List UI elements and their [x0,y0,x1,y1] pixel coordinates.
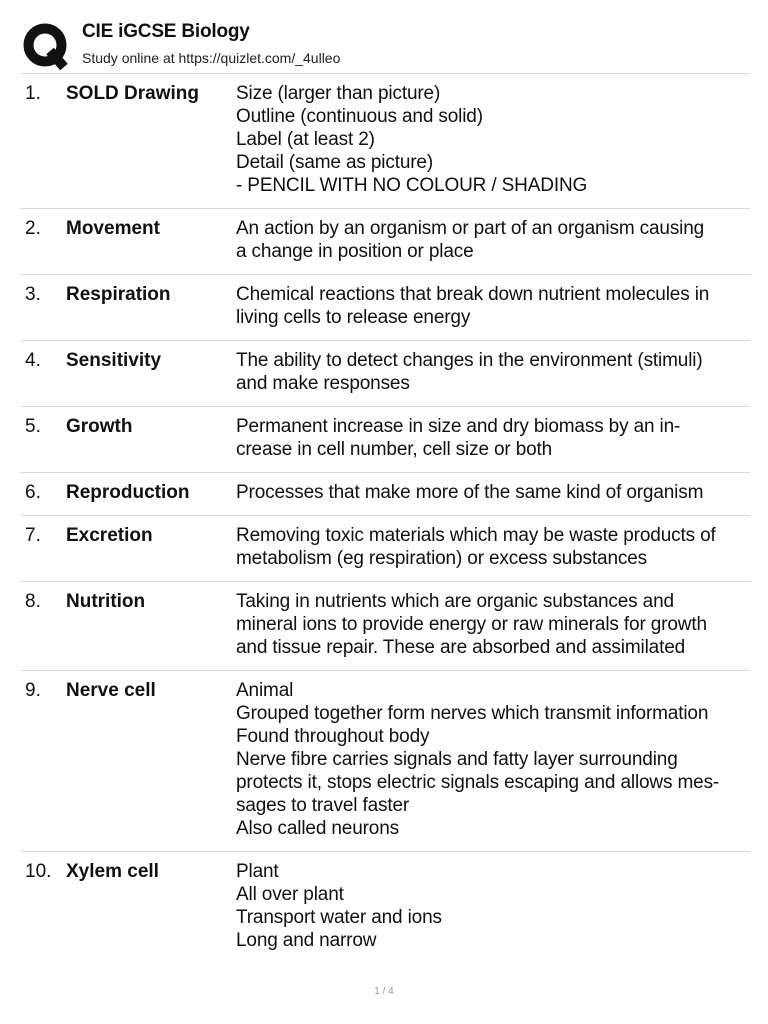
card-number: 9. [25,680,41,701]
card-number: 5. [25,416,41,437]
definition-line: Taking in nutrients which are organic substances and [236,591,674,612]
card-term: Excretion [66,525,153,546]
definition-line: Found throughout body [236,726,430,747]
definition-line: a change in position or place [236,241,474,262]
definition-line: Nerve fibre carries signals and fatty layer surrounding [236,749,678,770]
card-row [20,341,750,407]
study-online-link[interactable]: Study online at https://quizlet.com/_4ulleo [82,50,341,66]
card-term: Sensitivity [66,350,162,371]
card-definition [236,217,750,263]
document-header [20,16,750,74]
card-definition [236,524,750,570]
definition-line: Outline (continuous and solid) [236,106,483,127]
definition-line: - PENCIL WITH NO COLOUR / SHADING [236,175,588,196]
card-term: Reproduction [66,482,190,503]
card-term: Respiration [66,284,171,305]
definition-line: Plant [236,861,279,882]
card-definition [236,860,750,952]
card-row [20,275,750,341]
definition-line: mineral ions to provide energy or raw minerals for growth [236,614,707,635]
definition-line: All over plant [236,884,344,905]
card-term: Nerve cell [66,680,156,701]
card-definition [236,679,750,840]
card-number: 8. [25,591,41,612]
card-number: 3. [25,284,41,305]
card-term: Movement [66,218,160,239]
card-row [20,209,750,275]
definition-line: Long and narrow [236,930,377,951]
definition-line: and make responses [236,373,410,394]
card-term: SOLD Drawing [66,83,200,104]
card-definition [236,82,750,197]
definition-line: Size (larger than picture) [236,83,441,104]
definition-line: Transport water and ions [236,907,442,928]
card-row [20,473,750,516]
definition-line: An action by an organism or part of an organism causing [236,218,705,239]
card-definition [236,415,750,461]
definition-line: protects it, stops electric signals escaping and allows mes- [236,772,720,793]
card-row [20,671,750,852]
definition-line: Processes that make more of the same kind of organism [236,482,704,503]
page-number: 1 / 4 [374,986,394,997]
card-term: Xylem cell [66,861,159,882]
quizlet-logo-icon [20,20,70,70]
card-row [20,852,750,963]
card-definition [236,349,750,395]
definition-line: Animal [236,680,294,701]
card-number: 7. [25,525,41,546]
definition-line: Label (at least 2) [236,129,375,150]
card-row [20,74,750,209]
definition-line: crease in cell number, cell size or both [236,439,553,460]
card-term: Growth [66,416,133,437]
card-term: Nutrition [66,591,146,612]
definition-line: The ability to detect changes in the environment (stimuli) [236,350,703,371]
card-number: 2. [25,218,41,239]
document-title: CIE iGCSE Biology [82,21,250,42]
definition-line: Permanent increase in size and dry biomass by an in- [236,416,681,437]
definition-line: and tissue repair. These are absorbed and assimilated [236,637,686,658]
card-number: 4. [25,350,41,371]
card-number: 1. [25,83,41,104]
card-definition [236,481,750,504]
definition-line: sages to travel faster [236,795,410,816]
card-row [20,582,750,671]
card-definition [236,590,750,659]
definition-line: metabolism (eg respiration) or excess substances [236,548,647,569]
definition-line: Grouped together form nerves which transmit information [236,703,709,724]
card-number: 10. [25,861,52,882]
card-row [20,516,750,582]
definition-line: Chemical reactions that break down nutrient molecules in [236,284,710,305]
definition-line: living cells to release energy [236,307,471,328]
definition-line: Removing toxic materials which may be waste products of [236,525,716,546]
card-row [20,407,750,473]
flashcard-table [20,74,750,963]
definition-line: Also called neurons [236,818,399,839]
card-definition [236,283,750,329]
definition-line: Detail (same as picture) [236,152,434,173]
card-number: 6. [25,482,41,503]
